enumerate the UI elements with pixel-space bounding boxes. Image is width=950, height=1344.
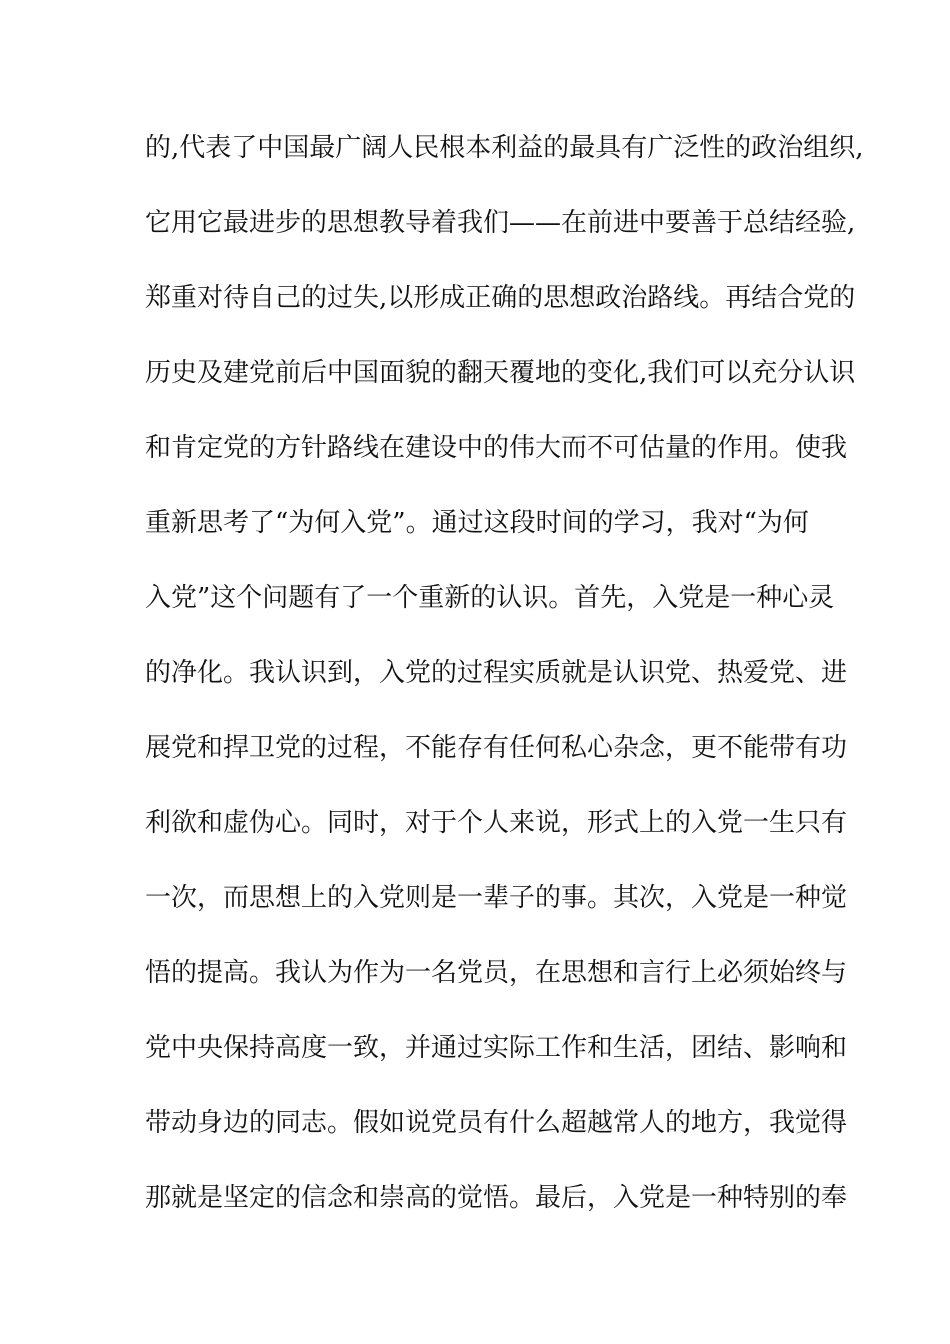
text-line: 重新思考了“为何入党”。通过这段时间的学习，我对“为何 [145,508,809,538]
text-line: 和肯定党的方针路线在建设中的伟大而不可估量的作用。使我 [145,433,848,463]
text-line: 入党”这个问题有了一个重新的认识。首先，入党是一种心灵 [145,583,835,613]
text-line: 的,代表了中国最广阔人民根本利益的最具有广泛性的政治组织, [145,133,864,163]
text-line: 展党和捍卫党的过程，不能存有任何私心杂念，更不能带有功 [145,733,848,763]
text-line: 利欲和虚伪心。同时，对于个人来说，形式上的入党一生只有 [145,808,848,838]
text-line: 那就是坚定的信念和崇高的觉悟。最后，入党是一种特别的奉 [145,1183,848,1213]
text-line: 历史及建党前后中国面貌的翻天覆地的变化,我们可以充分认识 [145,358,856,388]
text-line: 党中央保持高度一致，并通过实际工作和生活，团结、影响和 [145,1033,848,1063]
text-line: 它用它最进步的思想教导着我们——在前进中要善于总结经验, [145,208,856,238]
text-line: 悟的提高。我认为作为一名党员，在思想和言行上必须始终与 [145,958,848,988]
body-text [145,127,864,1252]
text-line: 郑重对待自己的过失,以形成正确的思想政治路线。再结合党的 [145,283,856,313]
text-line: 的净化。我认识到，入党的过程实质就是认识党、热爱党、进 [145,658,848,688]
text-line: 一次，而思想上的入党则是一辈子的事。其次，入党是一种觉 [145,883,848,913]
text-line: 带动身边的同志。假如说党员有什么超越常人的地方，我觉得 [145,1108,848,1138]
